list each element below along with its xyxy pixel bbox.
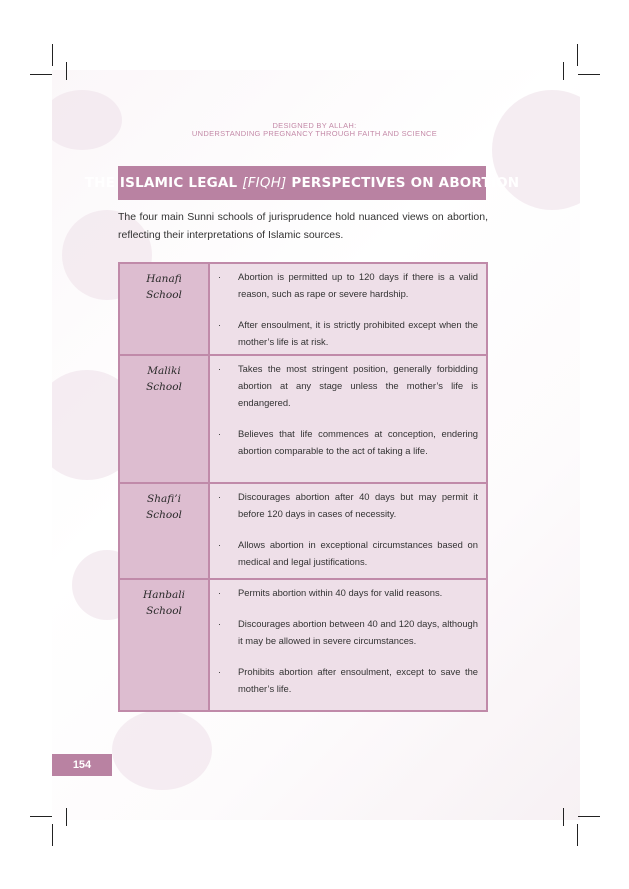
school-name: Hanbali — [143, 589, 185, 601]
intro-paragraph: The four main Sunni schools of jurisprudence hold nuanced views on abortion, reflecting their interpretations of Islamic sources. — [118, 211, 488, 241]
floral-watermark — [492, 90, 580, 210]
floral-watermark — [52, 90, 122, 150]
table-row — [119, 355, 487, 483]
bullet-icon: · — [218, 491, 222, 502]
running-header-line1: DESIGNED BY ALLAH: — [272, 121, 357, 130]
school-points-cell — [209, 483, 487, 579]
table-row — [119, 579, 487, 711]
school-name-cell — [119, 579, 209, 711]
school-name-cell — [119, 355, 209, 483]
list-item: · Permits abortion within 40 days for valid reasons. — [216, 584, 478, 601]
bullet-icon: · — [218, 618, 222, 629]
school-name-cell — [119, 483, 209, 579]
school-name: Shafi’i — [147, 493, 181, 505]
floral-watermark — [112, 710, 212, 790]
school-name-cell — [119, 263, 209, 355]
school-label: School — [146, 289, 182, 301]
list-item: · Discourages abortion between 40 and 120 days, although it may be allowed in severe circumstances. — [216, 615, 478, 649]
running-header-line2: UNDERSTANDING PREGNANCY THROUGH FAITH AND SCIENCE — [191, 129, 438, 138]
school-name: Maliki — [147, 365, 181, 377]
section-title-bar — [84, 166, 520, 200]
bullet-icon: · — [218, 539, 222, 550]
school-points-cell — [209, 579, 487, 711]
schools-table — [118, 262, 488, 712]
bullet-icon: · — [218, 271, 222, 282]
bullet-icon: · — [218, 666, 222, 677]
bullet-icon: · — [218, 587, 222, 598]
list-item: · Takes the most stringent position, generally forbidding abortion at any stage unless the mother’s life is endangered. — [216, 360, 478, 411]
bullet-icon: · — [218, 363, 222, 374]
list-item: · Allows abortion in exceptional circumstances based on medical and legal justifications. — [216, 536, 478, 570]
list-item: · Believes that life commences at conception, endering abortion comparable to the act of taking a life. — [216, 425, 478, 459]
bullet-icon: · — [218, 319, 222, 330]
list-item: · Prohibits abortion after ensoulment, except to save the mother’s life. — [216, 663, 478, 697]
list-item: · Discourages abortion after 40 days but may permit it before 120 days in cases of necessity. — [216, 488, 478, 522]
table-row — [119, 483, 487, 579]
table-row — [119, 263, 487, 355]
page-number: 154 — [52, 754, 112, 776]
bullet-icon: · — [218, 428, 222, 439]
list-item: · Abortion is permitted up to 120 days if there is a valid reason, such as rape or severe hardship. — [216, 268, 478, 302]
school-points-cell — [209, 355, 487, 483]
section-title: THE ISLAMIC LEGAL [FIQH] PERSPECTIVES ON ABORTION — [84, 175, 520, 191]
title-fiqh-term: [FIQH] — [242, 175, 287, 191]
school-label: School — [146, 381, 182, 393]
list-item: · After ensoulment, it is strictly prohibited except when the mother’s life is at risk. — [216, 316, 478, 350]
school-name: Hanafi — [146, 273, 182, 285]
school-label: School — [146, 509, 182, 521]
school-label: School — [146, 605, 182, 617]
school-points-cell — [209, 263, 487, 355]
